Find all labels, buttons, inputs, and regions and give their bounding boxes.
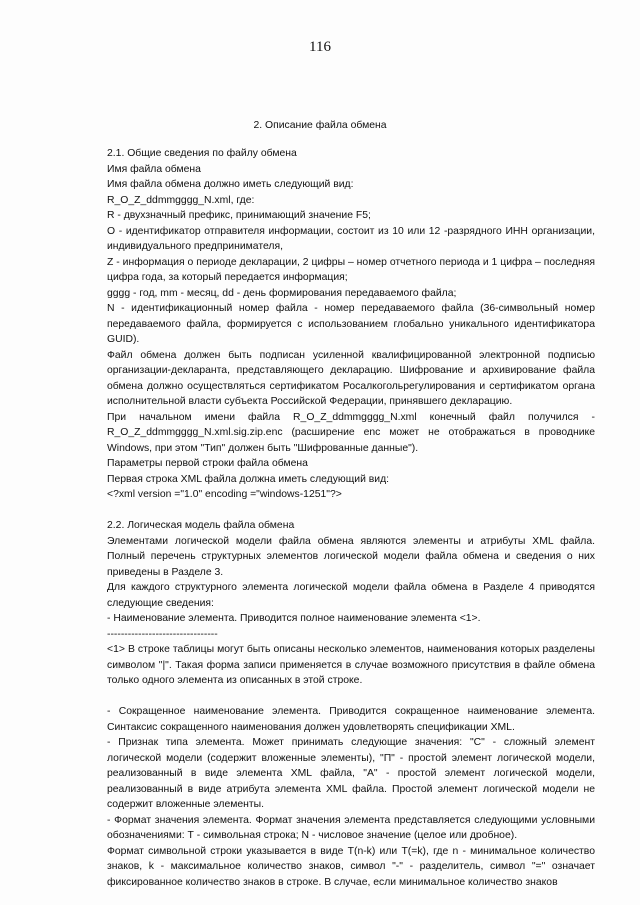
paragraph: Элементами логической модели файла обмена являются элементы и атрибуты XML файла. Полный перечень структурных элементов логической модели файла обмена и сведения о них приведены в Разделе 3. — [107, 535, 595, 578]
paragraph: Имя файла обмена должно иметь следующий вид: — [107, 179, 354, 190]
subsection-heading: 2.2. Логическая модель файла обмена — [107, 520, 295, 531]
paragraph: Файл обмена должен быть подписан усиленной квалифицированной электронной подписью организации-декларанта, представляющего декларацию. Шифрование и архивирование файла обмена должно осуществляться сертификатом Росалкогольрегулирования и сертификатом органа исполнительной власти субъекта Российской Федерации, принявшего декларацию. — [107, 349, 595, 407]
paragraph: Формат символьной строки указывается в виде Т(n-k) или Т(=k), где n - минимальное количество знаков, k - максимальное количество знаков, символ "-" - разделитель, символ "=" означает фиксированное количество знаков в строке. В случае, если минимальное количество знаков — [107, 845, 595, 888]
paragraph: При начальном имени файла R_O_Z_ddmmgggg_N.xml конечный файл получился - R_O_Z_ddmmgggg_N.xml.sig.zip.enc (расширение enc может не отображаться в проводнике Windows, при этом "Тип" должен быть "Шифрованные данные"). — [107, 411, 595, 454]
subsection-heading: 2.1. Общие сведения по файлу обмена — [107, 148, 297, 159]
paragraph: - Признак типа элемента. Может принимать следующие значения: "С" - сложный элемент логической модели (содержит вложенные элементы), "П" - простой элемент логической модели, реализованный в виде элемента XML файла, "А" - простой элемент логической модели, реализованный в виде атрибута элемента XML файла. Простой элемент логической модели не содержит вложенные элементы. — [107, 737, 595, 810]
footnote: <1> В строке таблицы могут быть описаны несколько элементов, наименования которых разделены символом "|". Такая форма записи применяется в случае возможного присутствия в файле обмена только одного элемента из описанных в этой строке. — [107, 644, 595, 686]
paragraph: - Наименование элемента. Приводится полное наименование элемента <1>. — [107, 613, 481, 624]
paragraph: R_O_Z_ddmmgggg_N.xml, где: — [107, 194, 255, 206]
footnote-separator: -------------------------------- — [107, 628, 218, 640]
paragraph: R - двухзначный префикс, принимающий значение F5; — [107, 210, 371, 221]
paragraph: Для каждого структурного элемента логической модели файла обмена в Разделе 4 приводятся следующие сведения: — [107, 582, 595, 609]
paragraph: Имя файла обмена — [107, 163, 201, 175]
paragraph: Первая строка XML файла должна иметь следующий вид: — [107, 473, 390, 485]
paragraph: N - идентификационный номер файла - номер передаваемого файла (36-символьный номер передаваемого файла, формируется с использованием глобально уникального идентификатора GUID). — [107, 303, 595, 345]
paragraph: Параметры первой строки файла обмена — [107, 458, 308, 469]
page-number: 116 — [309, 39, 331, 55]
paragraph: - Формат значения элемента. Формат значения элемента представляется следующими условными обозначениями: Т - символьная строка; N - числовое значение (целое или дробное). — [107, 814, 595, 841]
xml-declaration-line: <?xml version ="1.0" encoding ="windows-1251"?> — [107, 489, 342, 500]
paragraph: O - идентификатор отправителя информации, состоит из 10 или 12 -разрядного ИНН организации, индивидуального предпринимателя, — [107, 225, 595, 252]
paragraph: gggg - год, mm - месяц, dd - день формирования передаваемого файла; — [107, 287, 457, 299]
section-title: 2. Описание файла обмена — [253, 120, 387, 131]
document-body — [107, 146, 595, 890]
paragraph: Z - информация о периоде декларации, 2 цифры – номер отчетного периода и 1 цифра – последняя цифра года, за который передается информация; — [107, 256, 595, 283]
paragraph: - Сокращенное наименование элемента. Приводится сокращенное наименование элемента. Синтаксис сокращенного наименования должен удовлетворять спецификации XML. — [107, 706, 595, 733]
